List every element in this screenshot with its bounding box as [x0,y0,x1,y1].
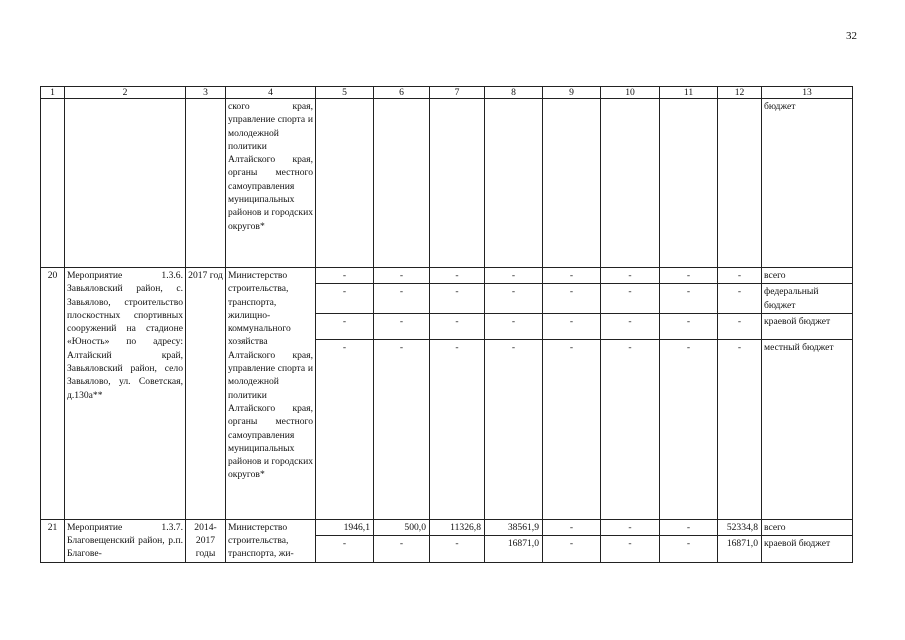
value-cell: 1946,1 [316,519,374,536]
value-cell: - [316,284,374,314]
value-cell: - [601,313,660,339]
column-header: 12 [718,87,762,99]
value-cell: - [430,284,485,314]
value-cell: - [543,268,601,284]
value-cell: - [430,268,485,284]
measure-period: 2014-2017 годы [186,519,226,562]
column-header: 2 [65,87,186,99]
value-cell: - [374,313,430,339]
funding-source-cell: всего [762,519,853,536]
column-header: 10 [601,87,660,99]
funding-source-cell: местный бюджет [762,339,853,519]
value-cell: - [316,313,374,339]
measure-period: 2017 год [186,268,226,520]
value-cell: - [718,339,762,519]
value-cell: - [601,268,660,284]
table-row [41,519,853,536]
value-cell: - [718,313,762,339]
value-cell: - [601,339,660,519]
value-cell: 52334,8 [718,519,762,536]
value-cell: - [543,313,601,339]
value-cell: - [430,536,485,562]
column-header: 6 [374,87,430,99]
value-cell: - [543,284,601,314]
funding-source-cell: краевой бюджет [762,536,853,562]
value-cell: - [601,519,660,536]
table-row [41,268,853,284]
funding-source-cell: федеральный бюджет [762,284,853,314]
executor-cell: Министерство строительства, транспорта, жилищно-коммунального хозяйства Алтайского края, управление спорта и молодежной политики Алтайского края, органы местного самоуправления муниципальных районов и городских округов* [226,268,316,520]
measures-table [40,86,853,563]
funding-source-cell: бюджет [762,99,853,268]
value-cell: - [543,519,601,536]
value-cell: - [660,519,718,536]
value-cell: - [485,268,543,284]
value-cell: 11326,8 [430,519,485,536]
column-header: 7 [430,87,485,99]
column-header: 5 [316,87,374,99]
funding-source-cell: всего [762,268,853,284]
row-number: 20 [41,268,65,520]
value-cell: 16871,0 [485,536,543,562]
value-cell: - [374,536,430,562]
value-cell: - [374,284,430,314]
column-header: 8 [485,87,543,99]
column-number-row [41,87,853,99]
value-cell: - [543,536,601,562]
value-cell: 16871,0 [718,536,762,562]
value-cell: - [316,536,374,562]
column-header: 1 [41,87,65,99]
measure-name: Мероприятие 1.3.7. Благовещенский район, р.п. Благове- [65,519,186,562]
value-cell: - [601,536,660,562]
value-cell: - [374,339,430,519]
value-cell: - [485,284,543,314]
value-cell: - [430,339,485,519]
value-cell: - [718,284,762,314]
value-cell: - [430,313,485,339]
value-cell: - [316,268,374,284]
executor-cell: ского края, управление спорта и молодежной политики Алтайского края, органы местного самоуправления муниципальных районов и городских округов* [226,99,316,268]
table-row-continuation [41,99,853,268]
page-number: 32 [846,30,857,42]
column-header: 13 [762,87,853,99]
column-header: 9 [543,87,601,99]
column-header: 3 [186,87,226,99]
value-cell: - [485,339,543,519]
value-cell: 38561,9 [485,519,543,536]
value-cell: 500,0 [374,519,430,536]
value-cell: - [660,313,718,339]
value-cell: - [718,268,762,284]
value-cell: - [660,536,718,562]
value-cell: - [660,339,718,519]
measure-name: Мероприятие 1.3.6. Завьяловский район, с. Завьялово, строительство плоскостных спортивных сооружений на стадионе «Юность» по адресу: Алтайский край, Завьяловский район, село Завьялово, ул. Советская, д.130а** [65,268,186,520]
funding-source-cell: краевой бюджет [762,313,853,339]
column-header: 11 [660,87,718,99]
value-cell: - [660,284,718,314]
value-cell: - [316,339,374,519]
value-cell: - [374,268,430,284]
row-number: 21 [41,519,65,562]
value-cell: - [660,268,718,284]
value-cell: - [601,284,660,314]
column-header: 4 [226,87,316,99]
executor-cell: Министерство строительства, транспорта, жи- [226,519,316,562]
value-cell: - [485,313,543,339]
value-cell: - [543,339,601,519]
